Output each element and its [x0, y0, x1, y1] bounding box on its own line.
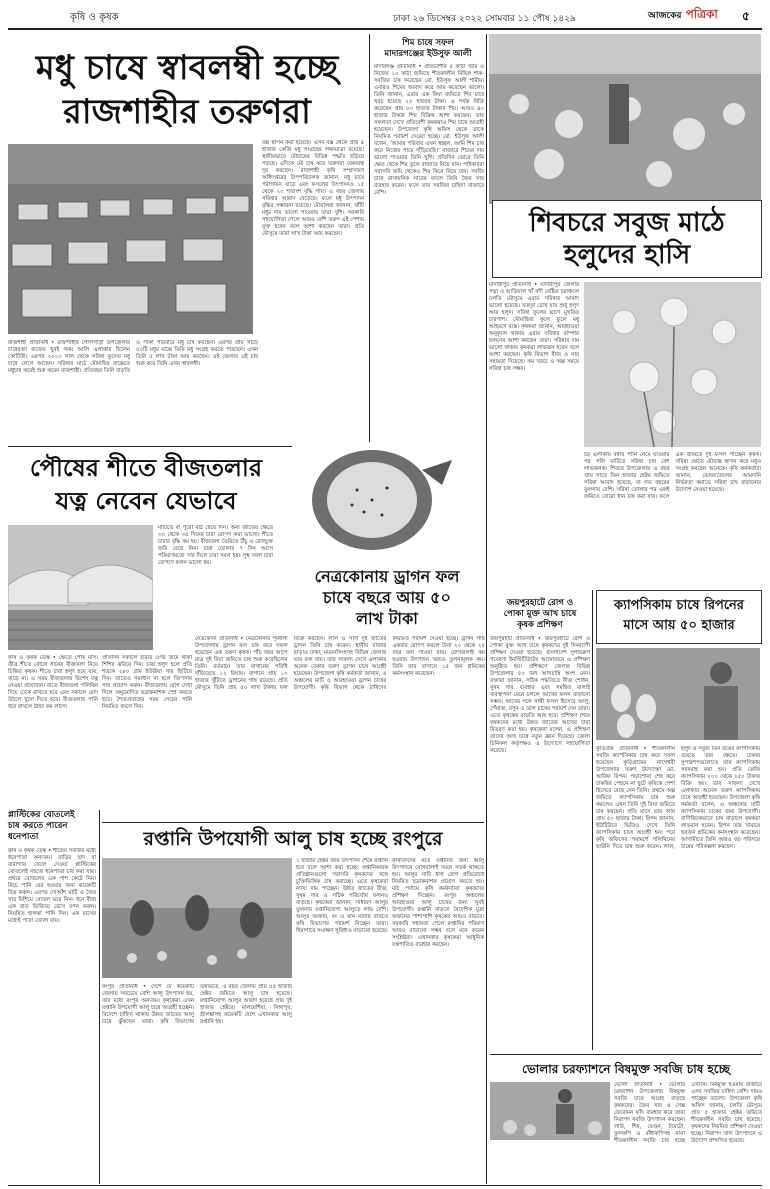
plastic-body: কৃষি ও কৃষক ডেস্ক • শীতের সবজির মধ্যে ধনেপাতা অন্যতম। বাড়ির ছাদ বা বারান্দায় ফেলে দেওয়া প্লাস্টিকের বোতলেই সহজে ধনেপাতা চাষ করা যায়। প্রথমে বোতলের এক পাশ কেটে নিন। নিচে পানি বের হওয়ার জন্য কয়েকটি ছিদ্র করুন। এরপর দোআঁশ মাটি ও জৈব সার মিশিয়ে বোতল ভরে নিন। ধনে বীজ এক রাত ভিজিয়ে রেখে বপন করুন। নিয়মিত হালকা পানি দিন। এক মাসের মধ্যেই পাতা তোলা যায়। — [8, 848, 96, 924]
vegetable-farmer-image — [490, 1082, 610, 1140]
bhola-body: ভোলা প্রতিনিধি • ভোলার চরফ্যাশন উপজেলায় বিষমুক্ত সবজি চাষে আগ্রহ বাড়ছে কৃষকদের। জৈব সার ও সেক্স ফেরোমন ফাঁদ ব্যবহার করে তারা নিরাপদ সবজি উৎপাদন করছেন। লাউ, শিম, বেগুন, টমেটো, ফুলকপি ও বাঁধাকপিসহ নানা শীতকালীন সবজি চাষ হচ্ছে এখানে। বিষমুক্ত হওয়ায় বাজারে এসব সবজির চাহিদা বেশি। দামও পাচ্ছেন ভালো। উপজেলা কৃষি অফিস জানায়, চলতি মৌসুমে প্রায় ৫ হাজার হেক্টর জমিতে শীতকালীন সবজি চাষ হয়েছে। কৃষকদের নিয়মিত প্রশিক্ষণ দেওয়া হচ্ছে। নিরাপদ খাদ্য উৎপাদনে এ উদ্যোগ প্রশংসিত হয়েছে। — [614, 1082, 762, 1144]
shim-headline — [373, 38, 483, 60]
page-number: ৫ — [742, 9, 750, 23]
mustard-headline — [493, 207, 761, 271]
plastic-headline — [8, 810, 96, 843]
seedbed-body-left: কৃষি ও কৃষক ডেস্ক • ক্ষেতে পৌষ মাস। তীব্র শীতে বোরো ধানের বীজতলা নিয়ে চিন্তিত কৃষক। শীতে চারা হলুদ হয়ে যায়, বাড়ে না। এ সময় বীজতলায় বিশেষ যত্ন নেওয়া প্রয়োজন। রাতে বীজতলা পলিথিন দিয়ে ঢেকে রাখতে হবে এবং সকালে রোদ উঠলে খুলে দিতে হবে। বীজতলায় পানি ধরে রাখলে ঠান্ডা কম লাগে। — [8, 655, 98, 710]
sugarcane-headline-line3: কৃষক প্রশিক্ষণ — [517, 620, 563, 630]
sugarcane-body: জয়পুরহাট প্রতিনিধি • জয়পুরহাটে রোগ ও পোকা মুক্ত আখ চাষে কৃষকদের দুই দিনব্যাপী প্রশিক্ষণ দেওয়া হয়েছে। বাংলাদেশ সুগারক্রপ গবেষণা ইনস্টিটিউটের আয়োজনে এ প্রশিক্ষণ অনুষ্ঠিত হয়। প্রশিক্ষণে জেলার বিভিন্ন উপজেলার ৫০ জন আখচাষি অংশ নেন। বক্তারা জানান, সঠিক পদ্ধতিতে বীজ শোধন, সুষম সার ব্যবহার এবং সমন্বিত বালাই ব্যবস্থাপনা মেনে চললে আখের ফলন বাড়ানো সম্ভব। আখের সঙ্গে সাথী ফসল হিসেবে আলু, পেঁয়াজ, রসুন ও ডাল চাষের পরামর্শ দেন তারা। এতে কৃষকের বাড়তি আয় হবে। প্রশিক্ষণ শেষে কৃষকদের মধ্যে উন্নত জাতের আখের চারা বিতরণ করা হয়। কৃষকেরা বলেন, এ প্রশিক্ষণ তাদের আখ চাষে নতুন জ্ঞান দিয়েছে। জেলা চিনিকল কর্তৃপক্ষও এ উদ্যোগে সহযোগিতা করেছে। — [490, 636, 590, 754]
seedbed-headline-line2: যত্ন নেবেন যেভাবে — [55, 487, 237, 515]
mustard-body-right: চর এলাকায় বর্ষার পানি নেমে যাওয়ার পর পলি মাটিতে সরিষা চাষ বেশ লাভজনক। শিবচর উপজেলায় এ বছর প্রায় সাড়ে তিন হাজার হেক্টর জমিতে সরিষা আবাদ হয়েছে, যা গত বছরের তুলনায় বেশি। সরিষা তোলার পর একই জমিতে বোরো ধান চাষ করা যায়। ফলে এক জমিতে দুই ফসল পাচ্ছেন কৃষক। সরিষা ক্ষেতে মৌবাক্স স্থাপন করে মধুও সংগ্রহ করছেন অনেকে। কৃষি কর্মকর্তারা জানান, ভোজ্যতেলের আমদানি নির্ভরতা কমাতে সরিষা চাষ বাড়ানোর উদ্যোগ নেওয়া হয়েছে। — [584, 452, 761, 500]
plastic-headline-line2: চাষ করতে পারেন — [8, 821, 68, 831]
dateline: ঢাকা ২৬ ডিসেম্বর ২০২২ সোমবার ১১ পৌষ ১৪২৯ — [393, 14, 576, 24]
mustard-headline-line2: হলুদের হাসি — [563, 240, 691, 270]
potato-photo — [102, 858, 292, 978]
column-rule-3 — [99, 810, 100, 1184]
mustard-headline-line1: শিবচরে সবুজ মাঠে — [529, 208, 725, 238]
honey-photo — [8, 144, 253, 334]
honey-body-left: রাজশাহী প্রতিনিধি • রাজশাহীর গোদাগাড়ী উপজেলার চাষেরজা রাজেব খুবই গরম আলি এলাকায় ছিলেন কোটিতী। এরপর ২০১৩ সাল থেকে সরিষা ফুলের মধু চাষে লেগে আছেন। সরিষার মাঠে মৌমাছির বাক্সেতে মধুচাষ করেই শুরু করেন রাজশাহী। প্রতিবছর তিনি বাড়তি ও পাকা পরিবারে মধু চাষ করছেন। এরপর প্রায় সাড়ে ৫০টি মধুর বাক্সে তিনি মধু সংগ্রহ করতে পারছেন। এখন তিনি ৫ লাখ টাকা আয় করছেন। এই জেলায় এই চাষ শুরু করে তিনি এখন স্বাবলম্বী। — [8, 340, 258, 374]
mustard-field-image — [489, 34, 761, 204]
seedbed-body-right: মাটিতে বা পুরো মাঠ ছেয়ে দিন। অন্য জাতের ক্ষেত্রে ৩০ থেকে ৩৫ দিনের চারা রোপণ করা ভালো। শীতে চারার বৃদ্ধি কম হয়। বীজতলা তৈরিতে উঁচু ও রোদযুক্ত জমি বেছে নিন। চারা তোলার ৭ দিন আগে পরিমাণমতো সার দিলে চারা সবল হয়। সুস্থ সবল চারা রোপণে ফলন ভালো হয়। — [158, 525, 273, 566]
capsicum-farmer-image — [596, 648, 760, 740]
bhola-headline: ভোলার চরফ্যাশনে বিষমুক্ত সবজি চাষ হচ্ছে — [522, 1062, 730, 1076]
plastic-headline-line1: প্লাস্টিকের বোতলেই — [8, 810, 75, 820]
logo-main: পত্রিকা — [685, 7, 718, 21]
shim-headline-line2: মাদারগঞ্জের ইউসুফ আলী — [384, 49, 472, 59]
plastic-headline-line3: ধনেপাতা — [8, 832, 39, 842]
capsicum-headline-line2: মাসে আয় ৫০ হাজার — [623, 618, 735, 633]
dragon-headline-line1: নেত্রকোনায় ড্রাগন ফল — [314, 567, 460, 586]
potato-body-mid: ১ হাজার হেক্টর জমি উৎপাদন শেষে রপ্তানি হবে বলে আশা করা হচ্ছে। রপ্তানিকারক প্রতিষ্ঠানগুলো সরাসরি কৃষকদের সঙ্গে চুক্তিভিত্তিক চাষ করাচ্ছে। এতে কৃষকেরা ন্যায্য দাম পাচ্ছেন। উন্নত জাতের বীজ, সুষম সার ও সঠিক পরিচর্যায় ফলনও বাড়ছে। কৃষকেরা জানান, সাধারণ আলুর তুলনায় রপ্তানিযোগ্য আলুতে লাভ বেশি। আলুর আকার, রং ও মান বজায় রাখতে কৃষি বিভাগের পরামর্শ নিচ্ছেন তারা। হিমাগারে সংরক্ষণ সুবিধাও বাড়ানো হয়েছে। — [296, 858, 388, 934]
newspaper-logo — [648, 6, 718, 26]
sugarcane-headline — [490, 598, 590, 631]
mustard-flower-image — [584, 282, 761, 447]
header-rule — [8, 28, 762, 30]
shim-body: মাদারগঞ্জ প্রতিনিধি • প্রতিবেশীর ৫ কাঠা জমি ও নিজের ১০ কাঠা জমিতে শীতকালীন বিভিন্ন শাক-সবজির চাষ করেছেন মো. ইউসুফ আলী শামীম। এবারও শিমের আবাদ করে আয় করেছেন ভালো। তিনি জানান, এবার এক বিঘা জমিতে শিম চাষে খরচ হয়েছে ২৫ হাজার টাকা। এ পর্যন্ত বিক্রি করেছেন প্রায় ৮০ হাজার টাকার শিম। আরও ৪০ হাজার টাকার শিম বিক্রির আশা করছেন। তার সফলতা দেখে প্রতিবেশী কৃষকরাও শিম চাষে আগ্রহী হয়েছেন। উপজেলা কৃষি অফিস থেকে তাকে নিয়মিত পরামর্শ দেওয়া হচ্ছে। মো. ইউসুফ আলী বলেন, ‘আমার পরিবার এখন স্বচ্ছল, আমি শিম চাষ করে নিজের পায়ে দাঁড়িয়েছি।’ বাজারে শিমের দাম ভালো পাওয়ায় তিনি খুশি। প্রতিদিন ভোরে তিনি ক্ষেত থেকে শিম তুলে বাজারে নিয়ে যান। পাইকাররা সরাসরি জমি থেকেও শিম কিনে নিয়ে যান। সবজি চাষে রাসায়নিক সারের বদলে তিনি জৈব সার ব্যবহার করেন। ফলে তার সবজির চাহিদা বাজারে বেশি। — [374, 64, 484, 196]
honey-headline — [12, 46, 362, 134]
potato-body-right: কৃষিবিদদের মতে রপ্তানির জন্য আলু উৎপাদনে রোগবালাই দমনে সতর্ক থাকতে হয়। আলুর নাবি ধসা রোগ প্রতিরোধে নিয়মিত ছত্রাকনাশক প্রয়োগ করতে হয়। মাঠ পর্যায়ে কৃষি কর্মকর্তারা কৃষকদের প্রশিক্ষণ দিচ্ছেন। রংপুর অঞ্চলের আবহাওয়া আলু চাষের জন্য খুবই উপযোগী। রপ্তানি বাড়লে বৈদেশিক মুদ্রা অর্জনের পাশাপাশি কৃষকের আয়ও বাড়বে। সরকারি সহায়তা পেলে রপ্তানির পরিমাণ আরও বাড়ানো সম্ভব বলে মনে করেন সংশ্লিষ্টরা। এখানকার কৃষকেরা আধুনিক যন্ত্রপাতিও ব্যবহার করছেন। — [392, 858, 484, 948]
dragon-photo — [292, 440, 482, 560]
capsicum-headline-box — [596, 590, 762, 644]
dragon-headline-line3: লাখ টাকা — [356, 609, 418, 628]
footer-rule — [8, 1185, 762, 1186]
column-rule-4 — [592, 590, 593, 1050]
mustard-field-photo — [489, 34, 761, 204]
dragon-headline — [292, 566, 482, 629]
logo-prefix: আজকের — [648, 11, 682, 21]
capsicum-photo — [596, 648, 760, 740]
header-bar — [0, 0, 770, 30]
capsicum-body: কুড়িগ্রাম প্রতিনিধি • শীতকালীন সবজি ক্যাপসিকাম চাষ করে সফল হয়েছেন কুড়িগ্রামের নাগেশ্বরী উপজেলার তরুণ উদ্যোক্তা মো. আরিফ রিপন। পড়াশোনা শেষ করে চাকরির পেছনে না ছুটে কৃষিকে পেশা হিসেবে বেছে নেন তিনি। প্রথমে অল্প জমিতে ক্যাপসিকাম চাষ শুরু করলেও এখন তিনি দুই বিঘা জমিতে চাষ করছেন। প্রতি মাসে তার আয় প্রায় ৫০ হাজার টাকা। রিপন জানান, ইউটিউবে ভিডিও দেখে তিনি ক্যাপসিকাম চাষে আগ্রহী হন। পরে কৃষি অফিসের পরামর্শে পলিথিনের ছাউনি দিয়ে চাষ শুরু করেন। লাল, হলুদ ও সবুজ তিন রঙের ক্যাপসিকাম রয়েছে তার ক্ষেতে। ঢাকার সুপারশপগুলোতে তার ক্যাপসিকাম সরবরাহ করা হয়। প্রতি কেজি ক্যাপসিকাম ২০০ থেকে ২৫০ টাকায় বিক্রি হয়। তার সাফল্য দেখে এলাকার অনেক তরুণ ক্যাপসিকাম চাষে আগ্রহী হয়েছেন। উপজেলা কৃষি কর্মকর্তা বলেন, এ অঞ্চলের মাটি ক্যাপসিকাম চাষের জন্য উপযোগী। বাণিজ্যিকভাবে চাষ বাড়ালে কৃষকরা লাভবান হবেন। রিপন তার খামারে ছয়জন শ্রমিকের কর্মসংস্থান করেছেন। আগামীতে তিনি আরও বড় পরিসরে চাষের পরিকল্পনা করছেন। — [596, 746, 760, 850]
potato-field-image — [102, 858, 292, 978]
beehive-boxes-image — [8, 144, 253, 334]
capsicum-headline — [597, 596, 761, 636]
shim-headline-line1: শিম চাষে সফল — [402, 38, 454, 48]
mustard-flower-photo — [584, 282, 761, 447]
seedbed-image — [8, 525, 153, 650]
honey-body-right: বক্স স্থাপন করা হয়েছে। এসব বক্স থেকে প্রায় ৪ হাজার কেজি মধু সংগ্রহের লক্ষ্যমাত্রা রয়েছে। স্থানীয়ভাবে মৌচাষের বিভিন্ন পদ্ধতি ছড়িয়ে পড়ছে। এদিকে মৌ চাষ করে তরুণরা বেকারত্ব দূর করছেন। রাজশাহী কৃষি সম্প্রসারণ অধিদপ্তরের উপপরিচালক জানান, মধু চাষে পরাগায়ন বাড়ে এবং ফসলের উৎপাদনও ১৫ থেকে ২০ শতাংশ বৃদ্ধি পায়। এ বছর জেলায় সরিষার আবাদ বেড়েছে। ফলে মধু উৎপাদন বৃদ্ধির সম্ভাবনা রয়েছে। মৌয়ালরা জানান, খাঁটি মধুর দাম ভালো পাওয়ায় তারা খুশি। সরকারি সহযোগিতা পেলে আরও বেশি তরুণ এই পেশায় যুক্ত হবেন বলে আশা করছেন তারা। প্রতি মৌসুমে তারা লাখ টাকা আয় করছেন। — [262, 140, 364, 237]
seedbed-photo — [8, 525, 153, 650]
sugarcane-headline-line1: জয়পুরহাটে রোগ ও — [506, 598, 574, 608]
honey-headline-line1: মধু চাষে স্বাবলম্বী হচ্ছে — [35, 48, 339, 88]
section-name: কৃষি ও কৃষক — [70, 12, 119, 23]
column-rule-2 — [486, 34, 487, 1184]
seedbed-body-mid: প্রতিদিন সকালে চারার ওপর জমে থাকা শিশির ঝরিয়ে দিন। চারা হলুদ হলে প্রতি শতকে ২৮০ গ্রাম ইউরিয়া সার ছিটিয়ে দিন। তাতেও সমাধান না হলে জিপসাম সার প্রয়োগ করুন। বীজতলায় রোগ দেখা দিলে অনুমোদিত ছত্রাকনাশক স্প্রে করতে হবে। শৈত্যপ্রবাহের সময় সেচের পানি নিয়মিত বদলে দিন। — [102, 655, 192, 710]
column-rule-1 — [369, 34, 370, 442]
capsicum-headline-line1: ক্যাপসিকাম চাষে রিপনের — [614, 598, 744, 613]
honey-headline-line2: রাজশাহীর তরুণরা — [63, 92, 311, 132]
bhola-photo — [490, 1082, 610, 1140]
dragon-fruit-image — [292, 440, 482, 560]
potato-headline: রপ্তানি উপযোগী আলু চাষ হচ্ছে রংপুরে — [143, 828, 443, 850]
potato-body-left: রংপুর প্রতিনিধি • দেশে যে কয়েকটি জেলায় সবচেয়ে বেশি আলু উৎপাদন হয়, তার মধ্যে রংপুর অন্যতম। কৃষকেরা এখন রপ্তানি উপযোগী আলু চাষে আগ্রহী হচ্ছেন। বিদেশে চাহিদা থাকায় উন্নত জাতের আলু চাষে ঝুঁকছেন তারা। কৃষি বিভাগের তথ্যমতে, এ বছর জেলায় প্রায় ৫৫ হাজার হেক্টর জমিতে আলু চাষ হয়েছে। রপ্তানিযোগ্য আলুর আবাদ হয়েছে প্রায় দুই হাজার হেক্টরে। মালয়েশিয়া, সিঙ্গাপুর, শ্রীলঙ্কাসহ কয়েকটি দেশে এখানকার আলু রপ্তানি হয়। — [102, 984, 292, 1025]
dragon-body: নেত্রকোনা প্রতিনিধি • নেত্রকোনার পূর্বধলা উপজেলায় ড্রাগন ফল চাষ করে সফল হয়েছেন এক তরুণ কৃষক। পাঁচ বছর আগে মাত্র দুই বিঘা জমিতে চাষ শুরু করেছিলেন তিনি। বর্তমানে তার বাগানের পরিধি দাঁড়িয়েছে ১২ বিঘায়। বাগানে প্রায় ১০ হাজার খুঁটিতে ড্রাগনের গাছ রয়েছে। প্রতি মৌসুমে তিনি প্রায় ৫০ লাখ টাকার ফল বিক্রি করছেন। লাল ও সাদা দুই জাতের ড্রাগন তিনি চাষ করেন। স্থানীয় বাজার ছাড়াও ঢাকা, ময়মনসিংহসহ বিভিন্ন জেলায় তার ফল যায়। তার সাফল্য দেখে এলাকার অনেক বেকার তরুণ ড্রাগন চাষে আগ্রহী হয়েছেন। উপজেলা কৃষি কর্মকর্তা জানান, এ অঞ্চলের মাটি ও আবহাওয়া ড্রাগন চাষের উপযোগী। কৃষি বিভাগ থেকে চাষিদের নিয়মিত পরামর্শ দেওয়া হচ্ছে। ড্রাগন গাছ একবার রোপণ করলে টানা ২০ থেকে ২৫ বছর ফল পাওয়া যায়। রোগবালাই কম হওয়ায় উৎপাদন খরচও তুলনামূলক কম। তিনি তার বাগানে ১৫ জন শ্রমিকের কর্মসংস্থান করেছেন। — [195, 636, 485, 691]
mustard-headline-box — [492, 200, 762, 278]
sugarcane-headline-line2: পোকা মুক্ত আখ চাষে — [503, 609, 577, 619]
seedbed-headline — [10, 452, 282, 518]
potato-top-rule — [102, 822, 484, 823]
bhola-top-rule — [490, 1054, 762, 1055]
dragon-headline-line2: চাষে বছরে আয় ৫০ — [323, 588, 451, 607]
seedbed-headline-line1: পৌষের শীতে বীজতলার — [29, 454, 263, 482]
mustard-body-left: মাদারীপুর প্রতিনিধি • মাদারীপুর জেলার পদ্মা ও আড়িয়াল খাঁ নদী বেষ্টিত চরাঞ্চলে চলতি মৌসুমে এবার সরিষার আবাদ ভালো হয়েছে। যতদূর চোখ যায় শুধু হলুদ আর হলুদ। সরিষা ফুলের ঘ্রাণে মুখরিত চারপাশ। মৌমাছিরা ফুলে ফুলে মধু আহরণে ব্যস্ত। কৃষকরা জানান, আবহাওয়া অনুকূলে থাকায় এবার সরিষার বাম্পার ফলনের আশা করছেন তারা। সরিষার দাম ভালো থাকায় কৃষকরা লাভবান হবেন বলে আশা করছেন। কৃষি বিভাগ বীজ ও সার সহায়তা দিয়েছে। কম খরচে ও অল্প সময়ে সরিষা চাষ সম্ভব। — [489, 282, 579, 372]
